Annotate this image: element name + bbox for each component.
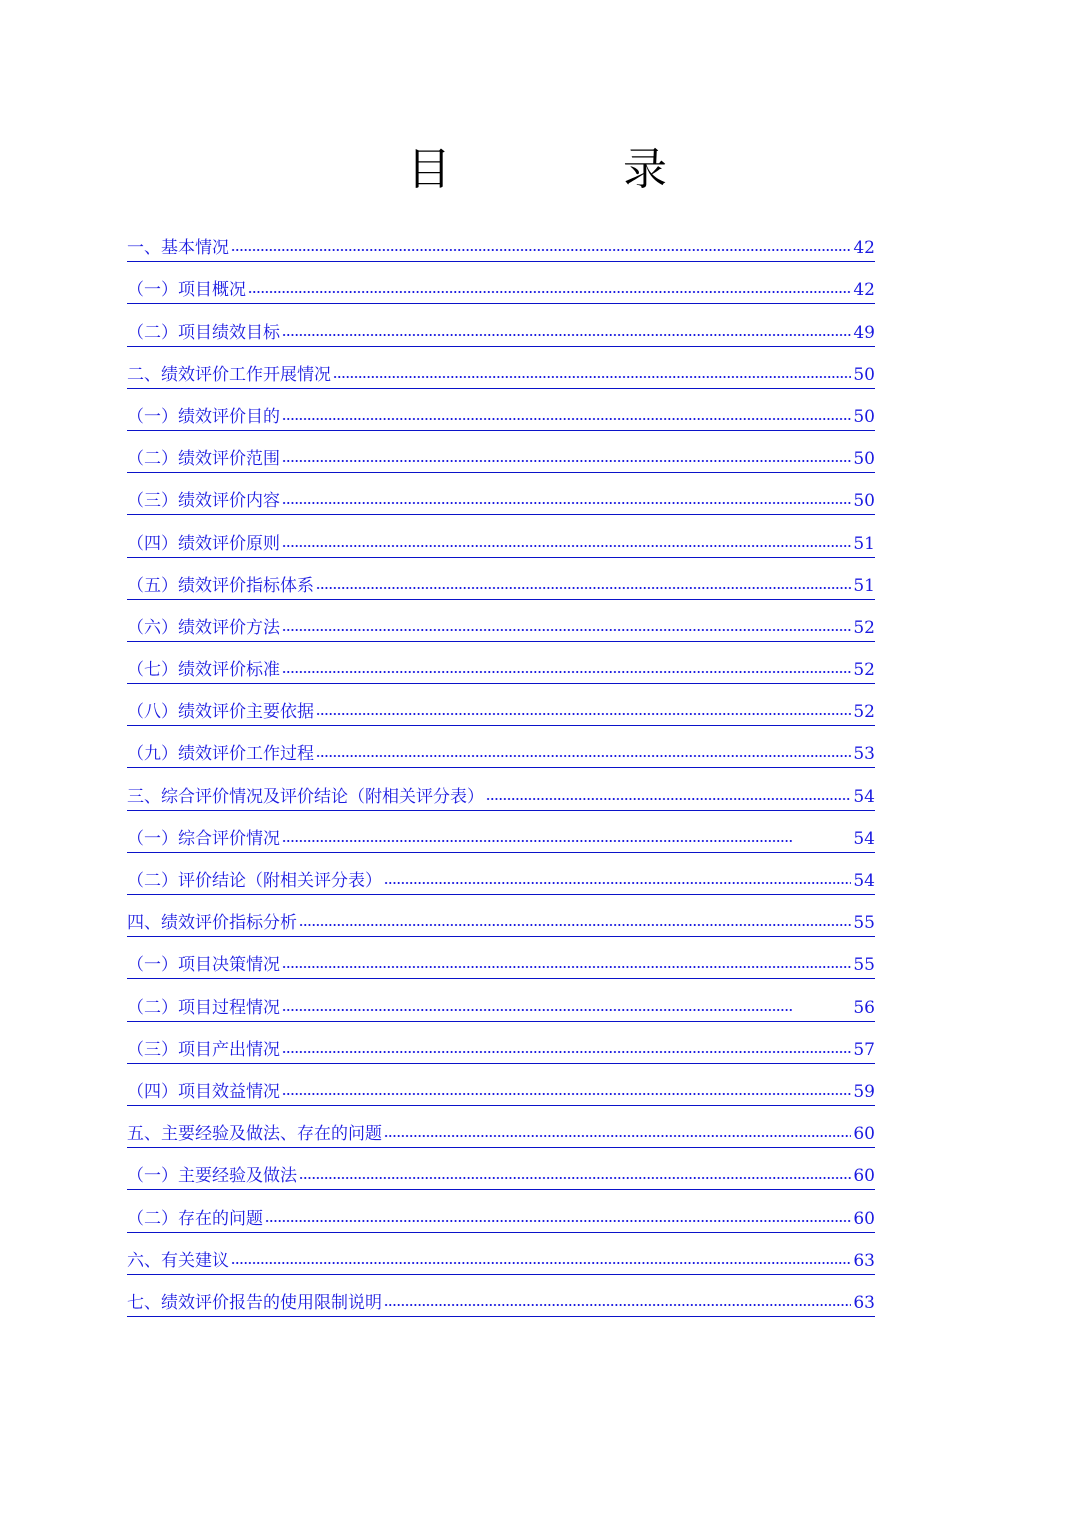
toc-entry-page-number: 63	[853, 1292, 875, 1313]
toc-entry-page-number: 57	[853, 1039, 875, 1060]
toc-dot-leader	[282, 964, 851, 970]
toc-entry[interactable]	[127, 558, 875, 600]
toc-entry-label: （七）绩效评价标准	[127, 660, 280, 681]
toc-entry-page-number: 53	[853, 744, 875, 765]
table-of-contents	[127, 220, 875, 1317]
toc-entry-label: （二）项目绩效目标	[127, 322, 280, 343]
toc-dot-leader	[333, 374, 851, 380]
toc-dot-leader	[299, 922, 851, 928]
toc-dot-leader	[265, 1218, 851, 1224]
toc-entry[interactable]	[127, 811, 875, 853]
toc-entry-label: （一）项目概况	[127, 280, 246, 301]
toc-dot-leader	[316, 753, 851, 759]
toc-entry-page-number: 59	[853, 1081, 875, 1102]
toc-entry-page-number: 51	[853, 533, 875, 554]
toc-entry[interactable]	[127, 684, 875, 726]
toc-entry-label: 七、绩效评价报告的使用限制说明	[127, 1292, 382, 1313]
toc-entry-label: 四、绩效评价指标分析	[127, 913, 297, 934]
toc-entry-page-number: 49	[853, 322, 875, 343]
toc-dot-leader	[231, 247, 851, 253]
toc-entry-label: （二）项目过程情况	[127, 997, 280, 1018]
toc-dot-leader	[282, 838, 793, 844]
toc-entry-page-number: 50	[853, 406, 875, 427]
toc-entry[interactable]	[127, 220, 875, 262]
toc-entry[interactable]	[127, 1233, 875, 1275]
toc-dot-leader	[282, 416, 851, 422]
toc-entry-page-number: 56	[853, 997, 875, 1018]
toc-entry-label: 三、综合评价情况及评价结论（附相关评分表）	[127, 786, 484, 807]
toc-entry-page-number: 50	[853, 364, 875, 385]
toc-dot-leader	[384, 1302, 851, 1308]
toc-dot-leader	[282, 669, 851, 675]
toc-entry[interactable]	[127, 304, 875, 346]
toc-entry-label: （二）存在的问题	[127, 1208, 263, 1229]
toc-entry[interactable]	[127, 389, 875, 431]
toc-entry-page-number: 52	[853, 617, 875, 638]
toc-dot-leader	[282, 543, 851, 549]
toc-entry[interactable]	[127, 515, 875, 557]
toc-entry-page-number: 54	[853, 786, 875, 807]
toc-entry-page-number: 42	[853, 280, 875, 301]
toc-entry[interactable]	[127, 262, 875, 304]
toc-entry-page-number: 52	[853, 660, 875, 681]
toc-dot-leader	[282, 500, 851, 506]
toc-dot-leader	[299, 1175, 851, 1181]
toc-entry-label: 二、绩效评价工作开展情况	[127, 364, 331, 385]
toc-entry-page-number: 50	[853, 491, 875, 512]
toc-entry-label: （九）绩效评价工作过程	[127, 744, 314, 765]
toc-entry[interactable]	[127, 347, 875, 389]
toc-dot-leader	[384, 1133, 851, 1139]
toc-entry-label: （四）绩效评价原则	[127, 533, 280, 554]
toc-entry-page-number: 51	[853, 575, 875, 596]
toc-entry[interactable]	[127, 979, 875, 1021]
toc-entry[interactable]	[127, 1064, 875, 1106]
toc-entry-label: （二）绩效评价范围	[127, 449, 280, 470]
toc-entry[interactable]	[127, 1148, 875, 1190]
toc-dot-leader	[486, 796, 851, 802]
toc-entry-page-number: 63	[853, 1250, 875, 1271]
toc-entry-page-number: 54	[853, 871, 875, 891]
toc-entry-label: （一）主要经验及做法	[127, 1166, 297, 1187]
toc-entry-label: （三）项目产出情况	[127, 1039, 280, 1060]
toc-dot-leader	[282, 332, 851, 338]
toc-entry-label: 一、基本情况	[127, 238, 229, 259]
toc-entry-page-number: 50	[853, 449, 875, 470]
toc-entry[interactable]	[127, 768, 875, 810]
toc-dot-leader	[248, 289, 851, 295]
toc-entry-label: 六、有关建议	[127, 1250, 229, 1271]
toc-dot-leader	[384, 880, 851, 886]
toc-entry-page-number: 55	[853, 955, 875, 976]
toc-dot-leader	[282, 1049, 851, 1055]
toc-entry-page-number: 60	[853, 1124, 875, 1145]
toc-entry-label: （五）绩效评价指标体系	[127, 575, 314, 596]
toc-entry-label: （四）项目效益情况	[127, 1081, 280, 1102]
toc-entry[interactable]	[127, 1106, 875, 1148]
toc-entry-page-number: 60	[853, 1166, 875, 1187]
toc-entry[interactable]	[127, 642, 875, 684]
toc-entry[interactable]	[127, 473, 875, 515]
toc-entry-label: 五、主要经验及做法、存在的问题	[127, 1124, 382, 1145]
toc-entry[interactable]	[127, 431, 875, 473]
toc-entry-page-number: 52	[853, 702, 875, 723]
toc-entry-label: （六）绩效评价方法	[127, 617, 280, 638]
toc-entry[interactable]	[127, 1022, 875, 1064]
toc-entry[interactable]	[127, 1275, 875, 1317]
toc-dot-leader	[282, 1007, 793, 1013]
toc-entry-page-number: 42	[853, 238, 875, 259]
toc-entry-label: （三）绩效评价内容	[127, 491, 280, 512]
toc-entry[interactable]	[127, 1190, 875, 1232]
toc-entry[interactable]	[127, 726, 875, 768]
toc-entry[interactable]	[127, 853, 875, 895]
toc-dot-leader	[282, 1091, 851, 1097]
toc-entry-label: （八）绩效评价主要依据	[127, 702, 314, 723]
toc-entry-label: （一）绩效评价目的	[127, 406, 280, 427]
toc-entry-page-number: 60	[853, 1208, 875, 1229]
toc-dot-leader	[282, 458, 851, 464]
toc-dot-leader	[316, 711, 851, 717]
toc-entry-page-number: 54	[853, 828, 875, 849]
toc-dot-leader	[231, 1260, 851, 1266]
toc-title: 目 录	[407, 144, 731, 195]
toc-entry-label: （一）项目决策情况	[127, 955, 280, 976]
toc-entry[interactable]	[127, 895, 875, 937]
toc-dot-leader	[316, 585, 851, 591]
toc-entry-label: （二）评价结论（附相关评分表）	[127, 871, 382, 891]
toc-entry[interactable]	[127, 600, 875, 642]
toc-entry-page-number: 55	[853, 913, 875, 934]
toc-dot-leader	[282, 627, 851, 633]
toc-entry[interactable]	[127, 937, 875, 979]
toc-entry-label: （一）综合评价情况	[127, 828, 280, 849]
